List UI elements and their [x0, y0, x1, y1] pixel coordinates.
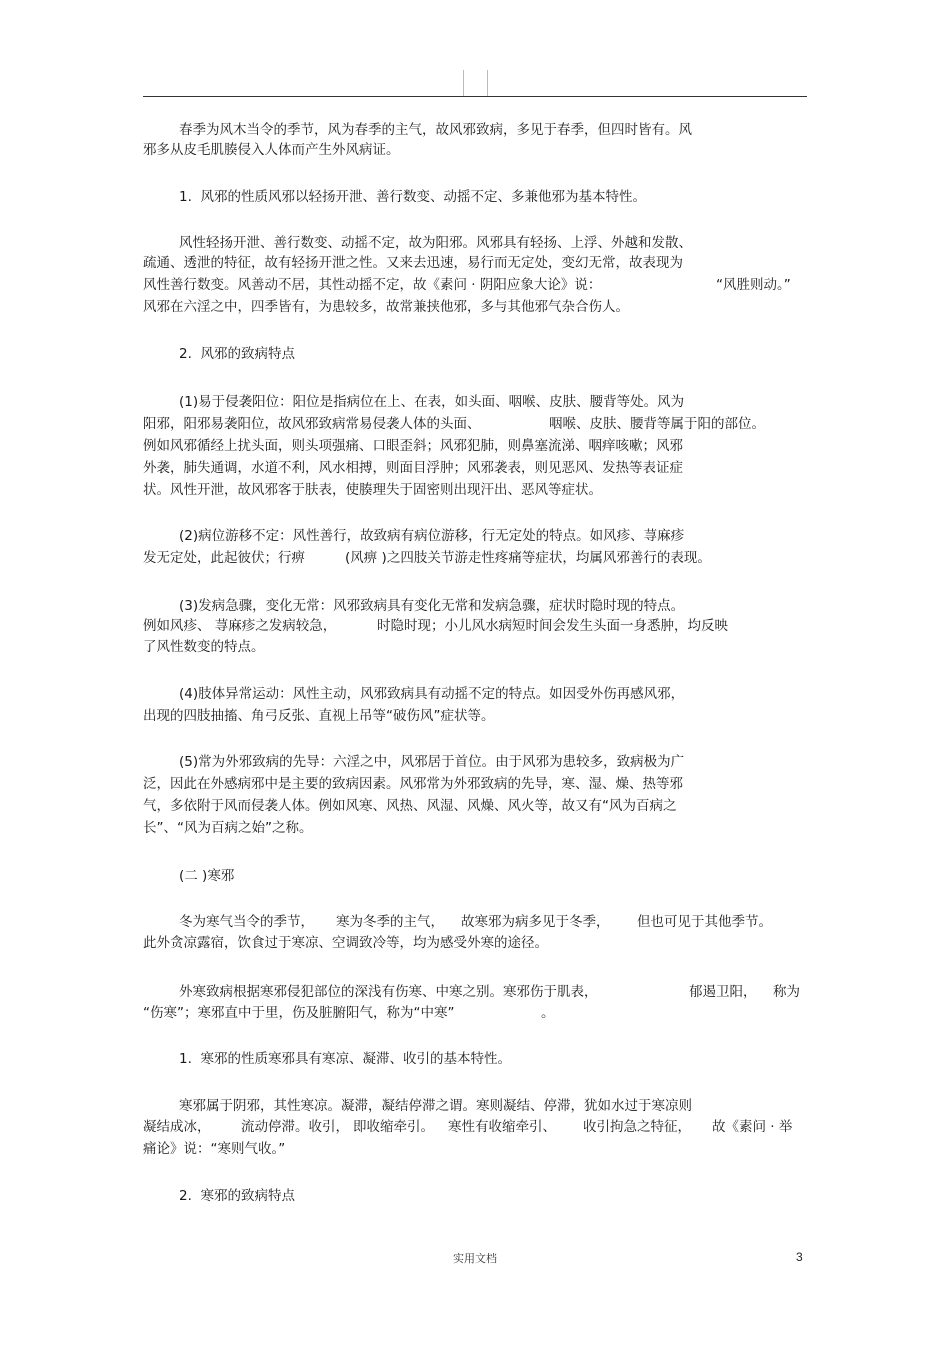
- text-line: 阳邪，阳邪易袭阳位，故风邪致病常易侵袭人体的头面、: [143, 416, 481, 432]
- page-number: 3: [796, 1250, 803, 1264]
- text-line: 寒邪属于阴邪，其性寒凉。凝滞，凝结停滞之谓。寒则凝结、停滞，犹如水过于寒凉则: [179, 1098, 692, 1114]
- text-line: 称为: [773, 984, 800, 1000]
- text-line: 长”、“风为百病之始”之称。: [143, 820, 313, 836]
- text-line: 故《素问 · 举: [712, 1119, 793, 1135]
- text-line: (4)肢体异常运动：风性主动，风邪致病具有动摇不定的特点。如因受外伤再感风邪，: [179, 686, 685, 702]
- text-line: 风性轻扬开泄、善行数变、动摇不定，故为阳邪。风邪具有轻扬、上浮、外越和发散、: [179, 235, 692, 251]
- text-line: (2)病位游移不定：风性善行，故致病有病位游移，行无定处的特点。如风疹、荨麻疹: [179, 528, 685, 544]
- text-line: 收引拘急之特征，: [583, 1119, 691, 1135]
- footer-label: 实用文档: [453, 1252, 497, 1265]
- text-line: 郁遏卫阳，: [689, 984, 757, 1000]
- text-line: 风邪在六淫之中，四季皆有，为患较多，故常兼挟他邪，多与其他邪气杂合伤人。: [143, 299, 629, 315]
- text-line: 外袭，肺失通调，水道不利，风水相搏，则面目浮肿；风邪袭表，则见恶风、发热等表证症: [143, 460, 683, 476]
- text-line: 故寒邪为病多见于冬季，: [461, 914, 610, 930]
- text-line: 咽喉、皮肤、腰背等属于阳的部位。: [549, 416, 765, 432]
- text-line: 疏通、透泄的特征，故有轻扬开泄之性。又来去迅速，易行而无定处，变幻无常，故表现为: [143, 255, 683, 271]
- text-line: 气，多依附于风而侵袭人体。例如风寒、风热、风湿、风燥、风火等，故又有“风为百病之: [143, 798, 677, 814]
- text-line: 痛论》说：“寒则气收。”: [143, 1141, 286, 1157]
- text-line: 状。风性开泄，故风邪客于肤表，使腠理失于固密则出现汗出、恶风等症状。: [143, 482, 602, 498]
- text-line: 风性善行数变。风善动不居，其性动摇不定，故《素问 · 阴阳应象大论》说：: [143, 277, 602, 293]
- text-line: 但也可见于其他季节。: [637, 914, 772, 930]
- text-line: 出现的四肢抽搐、角弓反张、直视上吊等“破伤风”症状等。: [143, 708, 495, 724]
- text-line: 即收缩牵引。: [353, 1119, 434, 1135]
- text-line: 此外贪凉露宿，饮食过于寒凉、空调致冷等，均为感受外寒的途径。: [143, 935, 548, 951]
- section-heading: (二 )寒邪: [179, 868, 235, 884]
- text-line: 流动停滞。收引，: [241, 1119, 349, 1135]
- text-line: 泛，因此在外感病邪中是主要的致病因素。风邪常为外邪致病的先导，寒、湿、燥、热等邪: [143, 776, 683, 792]
- text-line: 邪多从皮毛肌腠侵入人体而产生外风病证。: [143, 142, 400, 158]
- text-line: 寒性有收缩牵引、: [448, 1119, 556, 1135]
- section-heading: 2. 寒邪的致病特点: [179, 1188, 295, 1204]
- text-line: (3)发病急骤，变化无常：风邪致病具有变化无常和发病急骤，症状时隐时现的特点。: [179, 598, 685, 614]
- text-line: (5)常为外邪致病的先导：六淫之中，风邪居于首位。由于风邪为患较多，致病极为广: [179, 754, 685, 770]
- text-line: 了风性数变的特点。: [143, 639, 265, 655]
- text-line: 寒为冬季的主气，: [336, 914, 444, 930]
- text-line: 。: [541, 1005, 555, 1021]
- header-mark-left: [463, 70, 464, 96]
- section-heading: 2. 风邪的致病特点: [179, 346, 295, 362]
- text-line: 外寒致病根据寒邪侵犯部位的深浅有伤寒、中寒之别。寒邪伤于肌表，: [179, 984, 598, 1000]
- text-line: 发无定处，此起彼伏；行痹: [143, 550, 305, 566]
- text-line: 凝结成冰，: [143, 1119, 211, 1135]
- section-heading: 1. 寒邪的性质寒邪具有寒凉、凝滞、收引的基本特性。: [179, 1051, 511, 1067]
- text-line: (风痹 )之四肢关节游走性疼痛等症状，均属风邪善行的表现。: [345, 550, 711, 566]
- section-heading: 1. 风邪的性质风邪以轻扬开泄、善行数变、动摇不定、多兼他邪为基本特性。: [179, 189, 646, 205]
- text-line: “伤寒”；寒邪直中于里，伤及脏腑阳气，称为“中寒”: [143, 1005, 455, 1021]
- header-mark-right: [487, 70, 488, 96]
- text-line: 冬为寒气当令的季节，: [179, 914, 314, 930]
- text-line: 春季为风木当令的季节，风为春季的主气，故风邪致病，多见于春季，但四时皆有。风: [179, 122, 692, 138]
- text-line: 例如风疹、 荨麻疹之发病较急，: [143, 618, 337, 634]
- text-line: 例如风邪循经上扰头面，则头项强痛、口眼歪斜；风邪犯肺，则鼻塞流涕、咽痒咳嗽；风邪: [143, 438, 683, 454]
- text-line: “风胜则动。”: [716, 277, 791, 293]
- text-line: (1)易于侵袭阳位：阳位是指病位在上、在表，如头面、咽喉、皮肤、腰背等处。风为: [179, 394, 685, 410]
- header-rule: [143, 96, 807, 97]
- text-line: 时隐时现；小儿风水病短时间会发生头面一身悉肿，均反映: [377, 618, 728, 634]
